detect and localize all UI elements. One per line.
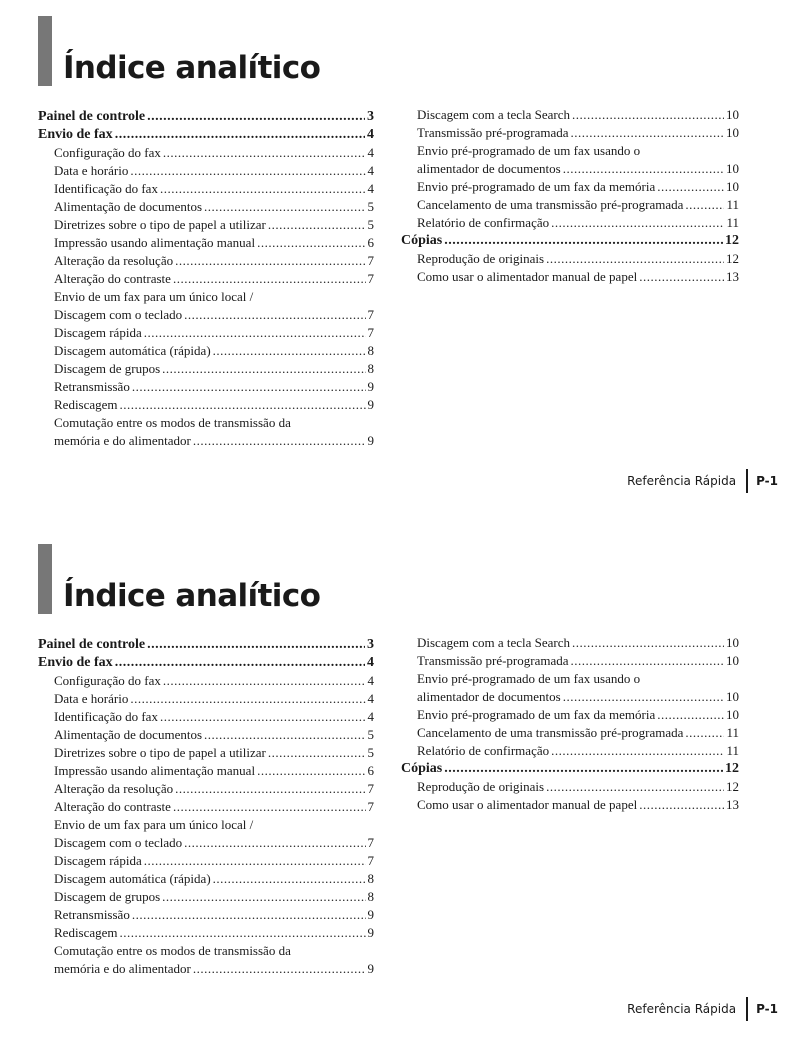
toc-entry (38, 690, 374, 708)
toc-entry (38, 234, 374, 252)
toc-entry-title: Alteração do contraste (54, 271, 171, 286)
toc-leader-dots (213, 342, 366, 360)
toc-leader-dots (115, 654, 365, 672)
index-page (0, 528, 808, 1057)
toc-entry (401, 106, 739, 124)
toc-page-number: 10 (726, 653, 739, 668)
toc-entry-title: Envio pré-programado de um fax usando o (417, 143, 641, 158)
toc-entry (38, 396, 374, 414)
toc-page-number: 10 (726, 707, 739, 722)
toc-page-number: 11 (726, 743, 739, 758)
toc-leader-dots (571, 652, 724, 670)
toc-entry-title: Data e horário (54, 691, 129, 706)
toc-left-column (38, 636, 374, 978)
toc-entry-title: Discagem com a tecla Search (417, 635, 571, 650)
toc-entry (38, 288, 374, 306)
footer-page-number: P-1 (756, 474, 778, 488)
toc-entry-title: Retransmissão (54, 379, 130, 394)
toc-entry (401, 634, 739, 652)
toc-page-number: 7 (367, 307, 374, 322)
toc-entry-title: Reprodução de originais (417, 779, 545, 794)
toc-leader-dots (572, 106, 724, 124)
toc-leader-dots (657, 706, 724, 724)
toc-entry (401, 724, 739, 742)
toc-entry (38, 726, 374, 744)
toc-entry-title: Discagem com o teclado (54, 835, 183, 850)
toc-page-number: 7 (367, 325, 374, 340)
toc-entry-title: Comutação entre os modos de transmissão da (54, 943, 291, 958)
toc-leader-dots (120, 924, 366, 942)
toc-entry-title: Como usar o alimentador manual de papel (417, 797, 638, 812)
toc-entry (401, 214, 739, 232)
toc-entry-title: Alteração do contraste (54, 799, 171, 814)
toc-page-number: 12 (726, 779, 739, 794)
toc-leader-dots (546, 250, 724, 268)
footer-page-number: P-1 (756, 1002, 778, 1016)
toc-page-number: 5 (367, 217, 374, 232)
toc-entry-title: Envio pré-programado de um fax usando o (417, 671, 641, 686)
toc-page-number: 5 (367, 745, 374, 760)
toc-entry-title: Painel de controle (38, 109, 146, 124)
toc-page-number: 6 (367, 763, 374, 778)
toc-leader-dots (162, 360, 365, 378)
toc-section-entry (401, 760, 739, 778)
toc-entry-title: Diretrizes sobre o tipo de papel a utilizar (54, 745, 266, 760)
toc-page-number: 4 (367, 673, 374, 688)
toc-leader-dots (639, 268, 724, 286)
toc-entry-title: Como usar o alimentador manual de papel (417, 269, 638, 284)
toc-entry (38, 216, 374, 234)
toc-page-number: 10 (726, 161, 739, 176)
toc-page-number: 9 (367, 433, 374, 448)
toc-entry (401, 124, 739, 142)
toc-page-number: 8 (367, 361, 374, 376)
toc-section-entry (38, 108, 374, 126)
toc-entry-title: Discagem com o teclado (54, 307, 183, 322)
page-title: Índice analítico (63, 578, 321, 614)
toc-entry-title: Painel de controle (38, 637, 146, 652)
toc-page-number: 10 (726, 179, 739, 194)
toc-leader-dots (130, 690, 365, 708)
toc-leader-dots (163, 672, 366, 690)
toc-leader-dots (268, 744, 366, 762)
toc-page-number: 4 (367, 163, 374, 178)
toc-leader-dots (268, 216, 366, 234)
toc-entry (401, 142, 739, 160)
toc-page-number: 8 (367, 871, 374, 886)
toc-entry-title: Cancelamento de uma transmissão pré-programada (417, 725, 684, 740)
toc-leader-dots (551, 214, 724, 232)
toc-leader-dots (193, 960, 366, 978)
toc-entry (38, 162, 374, 180)
toc-entry (401, 742, 739, 760)
toc-entry-title: Discagem com a tecla Search (417, 107, 571, 122)
toc-page-number: 5 (367, 727, 374, 742)
toc-page-number: 7 (367, 271, 374, 286)
toc-page-number: 10 (726, 635, 739, 650)
toc-entry-title: Discagem rápida (54, 853, 142, 868)
toc-page-number: 9 (367, 907, 374, 922)
toc-page-number: 9 (367, 925, 374, 940)
toc-entry-title: Discagem de grupos (54, 889, 161, 904)
toc-entry-title: Impressão usando alimentação manual (54, 763, 256, 778)
toc-entry (38, 834, 374, 852)
toc-leader-dots (115, 126, 365, 144)
toc-page-number: 3 (367, 109, 374, 124)
toc-entry-title: Alteração da resolução (54, 253, 174, 268)
toc-entry (38, 144, 374, 162)
toc-entry-title: Relatório de confirmação (417, 743, 550, 758)
toc-entry (401, 652, 739, 670)
page-footer (627, 469, 778, 493)
toc-page-number: 3 (367, 637, 374, 652)
toc-right-column (401, 634, 739, 814)
toc-page-number: 12 (726, 251, 739, 266)
toc-section-entry (401, 232, 739, 250)
toc-page-number: 11 (726, 197, 739, 212)
toc-leader-dots (147, 636, 365, 654)
footer-reference: Referência Rápida (627, 1002, 737, 1016)
toc-section-entry (38, 654, 374, 672)
toc-entry (38, 414, 374, 432)
toc-leader-dots (685, 724, 724, 742)
toc-entry-title: Transmissão pré-programada (417, 653, 569, 668)
toc-page-number: 7 (367, 799, 374, 814)
toc-entry (38, 432, 374, 450)
toc-entry (38, 906, 374, 924)
toc-entry-title: Rediscagem (54, 397, 118, 412)
toc-page-number: 7 (367, 253, 374, 268)
toc-entry (38, 198, 374, 216)
toc-entry-title: Discagem rápida (54, 325, 142, 340)
toc-entry-title: Retransmissão (54, 907, 130, 922)
toc-page-number: 10 (726, 689, 739, 704)
toc-page-number: 4 (367, 709, 374, 724)
toc-entry (38, 306, 374, 324)
toc-leader-dots (130, 162, 365, 180)
toc-entry-title: Envio de fax (38, 127, 113, 142)
toc-entry-title: Alimentação de documentos (54, 199, 203, 214)
toc-entry-title: Cópias (401, 761, 443, 776)
toc-entry (38, 342, 374, 360)
title-accent-bar (38, 544, 52, 614)
toc-entry-title: Rediscagem (54, 925, 118, 940)
toc-leader-dots (551, 742, 724, 760)
toc-page-number: 11 (726, 215, 739, 230)
toc-leader-dots (639, 796, 724, 814)
toc-page-number: 13 (726, 797, 739, 812)
toc-page-number: 6 (367, 235, 374, 250)
toc-leader-dots (572, 634, 724, 652)
toc-leader-dots (213, 870, 366, 888)
toc-leader-dots (204, 198, 365, 216)
toc-entry (38, 942, 374, 960)
toc-page-number: 10 (726, 107, 739, 122)
toc-entry (401, 196, 739, 214)
toc-page-number: 7 (367, 781, 374, 796)
toc-leader-dots (563, 160, 724, 178)
toc-entry-title: Envio pré-programado de um fax da memória (417, 179, 656, 194)
toc-entry-title: Transmissão pré-programada (417, 125, 569, 140)
toc-leader-dots (444, 760, 723, 778)
toc-entry (38, 816, 374, 834)
toc-entry-title: Comutação entre os modos de transmissão da (54, 415, 291, 430)
toc-page-number: 13 (726, 269, 739, 284)
toc-entry-title: Configuração do fax (54, 145, 161, 160)
toc-page-number: 4 (367, 127, 374, 142)
toc-leader-dots (546, 778, 724, 796)
toc-entry (38, 852, 374, 870)
toc-leader-dots (571, 124, 724, 142)
footer-divider (746, 469, 748, 493)
toc-section-entry (38, 636, 374, 654)
toc-entry-title: Envio de um fax para um único local / (54, 289, 254, 304)
toc-entry (38, 360, 374, 378)
toc-leader-dots (144, 852, 366, 870)
toc-entry (401, 250, 739, 268)
toc-entry (401, 688, 739, 706)
index-page (0, 0, 808, 528)
toc-left-column (38, 108, 374, 450)
toc-entry-title: Cópias (401, 233, 443, 248)
toc-leader-dots (193, 432, 366, 450)
footer-reference: Referência Rápida (627, 474, 737, 488)
toc-leader-dots (173, 798, 366, 816)
toc-leader-dots (173, 270, 366, 288)
toc-leader-dots (685, 196, 724, 214)
toc-leader-dots (132, 906, 366, 924)
toc-leader-dots (132, 378, 366, 396)
toc-leader-dots (184, 834, 365, 852)
toc-page-number: 7 (367, 835, 374, 850)
page-title: Índice analítico (63, 50, 321, 86)
toc-entry (38, 180, 374, 198)
toc-page-number: 12 (725, 233, 739, 248)
toc-page-number: 4 (367, 181, 374, 196)
toc-page-number: 4 (367, 655, 374, 670)
toc-page-number: 12 (725, 761, 739, 776)
toc-entry-title: alimentador de documentos (417, 161, 561, 176)
toc-entry-title: memória e do alimentador (54, 961, 191, 976)
toc-entry-title: Alimentação de documentos (54, 727, 203, 742)
toc-leader-dots (204, 726, 365, 744)
toc-entry-title: Discagem automática (rápida) (54, 871, 211, 886)
toc-leader-dots (563, 688, 724, 706)
toc-page-number: 7 (367, 853, 374, 868)
toc-page-number: 4 (367, 145, 374, 160)
footer-divider (746, 997, 748, 1021)
toc-entry (401, 268, 739, 286)
toc-leader-dots (160, 180, 366, 198)
toc-leader-dots (184, 306, 365, 324)
toc-page-number: 9 (367, 397, 374, 412)
toc-section-entry (38, 126, 374, 144)
toc-page-number: 9 (367, 961, 374, 976)
toc-entry (38, 270, 374, 288)
toc-entry (38, 924, 374, 942)
toc-entry (38, 960, 374, 978)
toc-leader-dots (257, 234, 365, 252)
toc-entry-title: Discagem automática (rápida) (54, 343, 211, 358)
toc-page-number: 5 (367, 199, 374, 214)
toc-entry-title: alimentador de documentos (417, 689, 561, 704)
toc-leader-dots (160, 708, 366, 726)
toc-entry-title: Cancelamento de uma transmissão pré-programada (417, 197, 684, 212)
toc-leader-dots (120, 396, 366, 414)
toc-page-number: 11 (726, 725, 739, 740)
toc-entry (38, 252, 374, 270)
toc-entry-title: Discagem de grupos (54, 361, 161, 376)
toc-leader-dots (444, 232, 723, 250)
toc-leader-dots (175, 252, 365, 270)
toc-right-column (401, 106, 739, 286)
toc-leader-dots (147, 108, 365, 126)
toc-leader-dots (175, 780, 365, 798)
toc-entry-title: Impressão usando alimentação manual (54, 235, 256, 250)
toc-entry (401, 160, 739, 178)
title-accent-bar (38, 16, 52, 86)
toc-page-number: 8 (367, 889, 374, 904)
toc-page-number: 8 (367, 343, 374, 358)
toc-entry-title: Identificação do fax (54, 181, 158, 196)
toc-page-number: 10 (726, 125, 739, 140)
toc-leader-dots (144, 324, 366, 342)
toc-entry (38, 378, 374, 396)
toc-page-number: 4 (367, 691, 374, 706)
toc-entry-title: Diretrizes sobre o tipo de papel a utilizar (54, 217, 266, 232)
toc-entry (38, 762, 374, 780)
toc-entry (401, 778, 739, 796)
toc-entry (401, 670, 739, 688)
toc-entry-title: Alteração da resolução (54, 781, 174, 796)
toc-entry (401, 796, 739, 814)
toc-entry-title: Relatório de confirmação (417, 215, 550, 230)
toc-entry (38, 870, 374, 888)
toc-entry (401, 706, 739, 724)
toc-entry (38, 744, 374, 762)
toc-page-number: 9 (367, 379, 374, 394)
toc-entry-title: memória e do alimentador (54, 433, 191, 448)
toc-leader-dots (257, 762, 365, 780)
toc-entry (38, 672, 374, 690)
toc-leader-dots (162, 888, 365, 906)
toc-entry-title: Identificação do fax (54, 709, 158, 724)
toc-entry (38, 888, 374, 906)
toc-entry-title: Data e horário (54, 163, 129, 178)
toc-entry-title: Envio de um fax para um único local / (54, 817, 254, 832)
toc-entry-title: Configuração do fax (54, 673, 161, 688)
toc-entry-title: Reprodução de originais (417, 251, 545, 266)
toc-leader-dots (163, 144, 366, 162)
toc-entry (38, 798, 374, 816)
toc-entry (38, 780, 374, 798)
toc-entry (38, 708, 374, 726)
toc-leader-dots (657, 178, 724, 196)
toc-entry (38, 324, 374, 342)
toc-entry-title: Envio pré-programado de um fax da memória (417, 707, 656, 722)
toc-entry-title: Envio de fax (38, 655, 113, 670)
toc-entry (401, 178, 739, 196)
page-footer (627, 997, 778, 1021)
